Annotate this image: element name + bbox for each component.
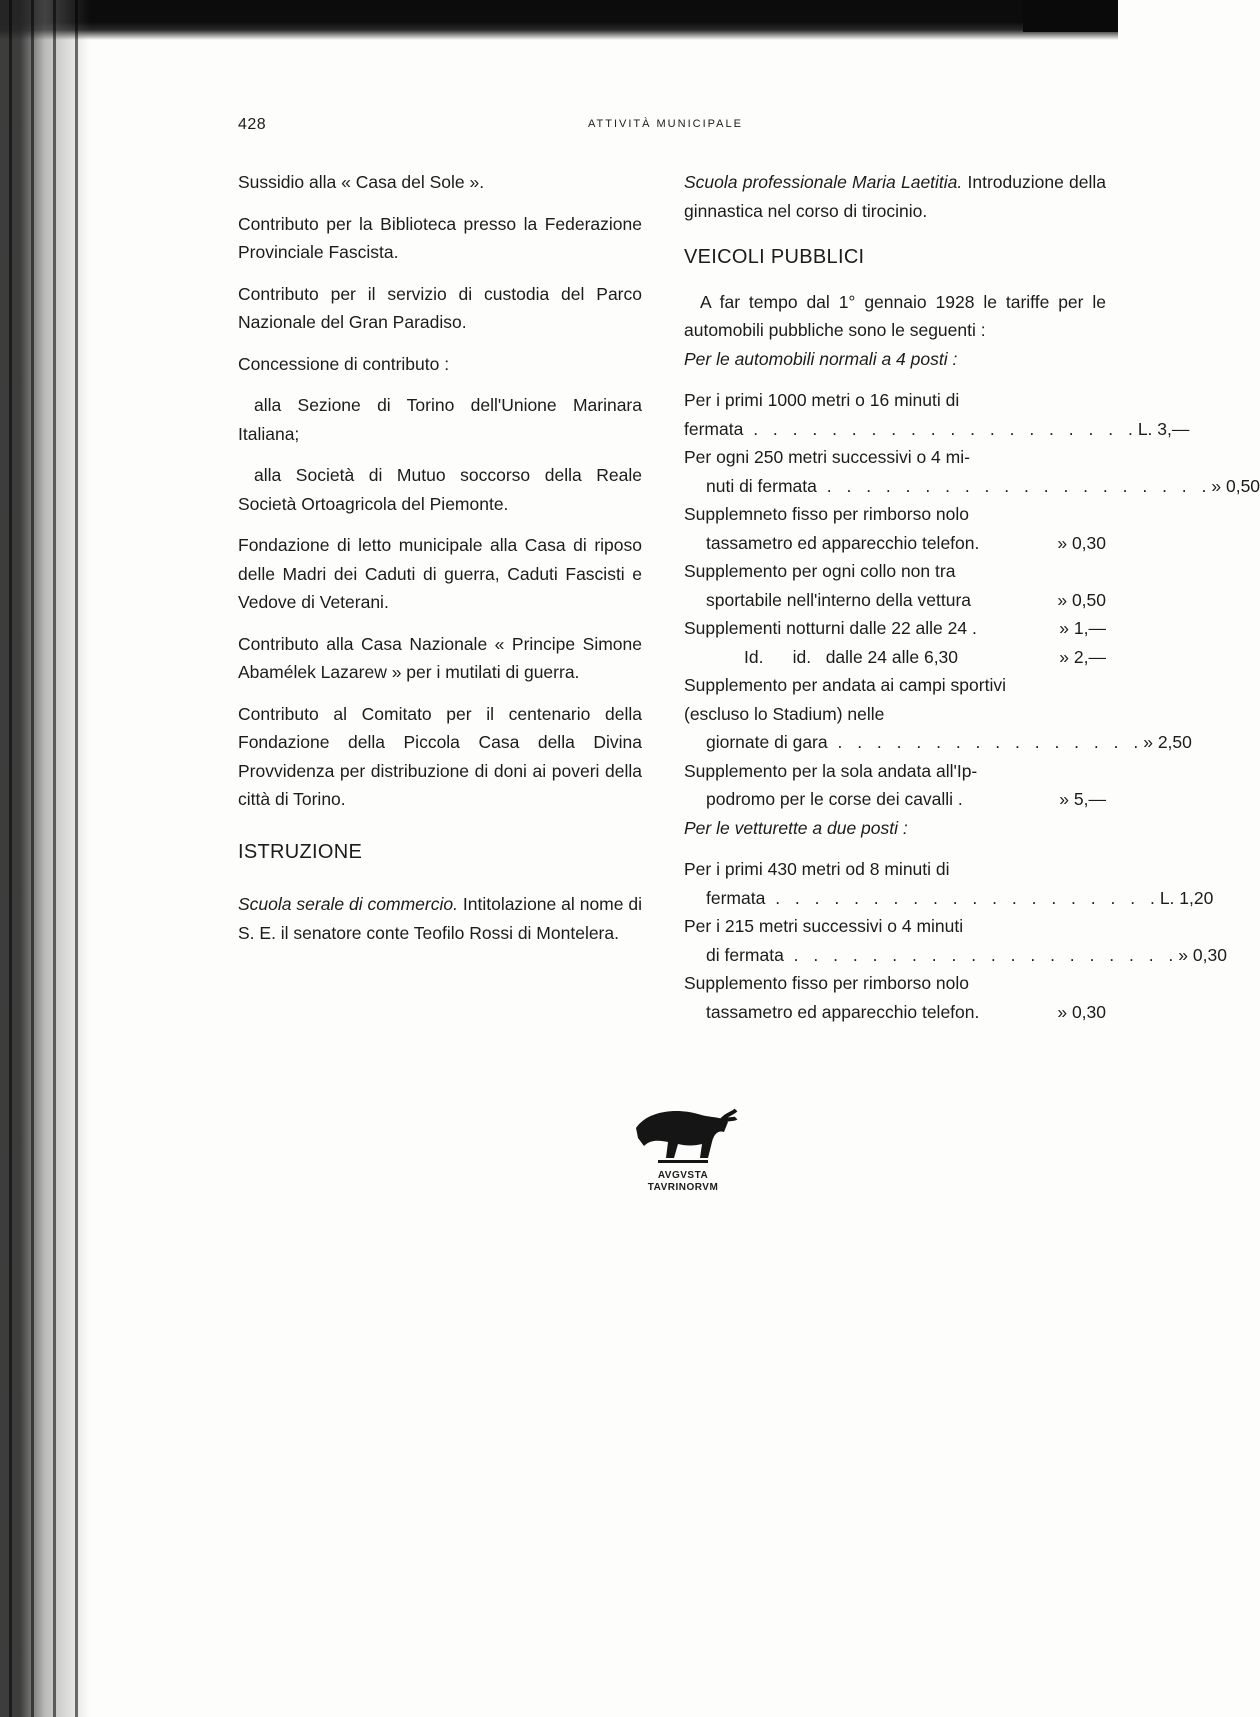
group2-title: Per le vetturette a due posti :: [684, 817, 908, 838]
tariff-desc-line: Per i primi 430 metri od 8 minuti di: [684, 859, 950, 879]
tariff-desc-line: Supplemneto fisso per rimborso nolo: [684, 504, 970, 524]
intro-paragraph: [684, 168, 1106, 225]
istruzione-item-title: Scuola serale di commercio.: [238, 894, 458, 914]
section-heading-istruzione: ISTRUZIONE: [238, 840, 363, 863]
left-column: [238, 168, 642, 960]
tariff-price: » 0,50: [1057, 589, 1106, 610]
tariff-row: Supplemento per andata ai campi sportivi (escluso lo Stadium) nelle giornate di gara . . . . . . . . . . . . . . . . » 2,50: [684, 671, 1106, 757]
tariff-desc-line: Per i 215 metri successivi o 4 minuti: [684, 916, 964, 936]
tariff-desc-line: Supplemento per la sola andata all'Ip-: [684, 760, 978, 781]
tariff-desc-cont: giornate di gara: [706, 732, 828, 752]
tariff-row: [684, 500, 1106, 557]
tariff-desc-cont: di fermata: [706, 944, 784, 965]
emblem-caption: [628, 1170, 738, 1194]
tariff-lead: A far tempo dal 1° gennaio 1928 le tariffe per le automobili pubbliche sono le seguenti :: [684, 291, 1106, 340]
tariff-price: » 5,—: [1059, 789, 1106, 809]
tariff-desc-line: Supplemento per andata ai campi sportivi (escluso lo Stadium) nelle: [684, 675, 1006, 724]
paragraph: Contributo per il servizio di custodia del Parco Nazionale del Gran Paradiso.: [238, 283, 642, 332]
tariff-price: » 0,50: [1211, 475, 1260, 496]
tariff-desc-line: Per i primi 1000 metri o 16 minuti di: [684, 390, 960, 410]
scan-top-notch: [1023, 0, 1118, 32]
tariff-row: Per i primi 1000 metri o 16 minuti di fermata . . . . . . . . . . . . . . . . . . . . L. 3,—: [684, 386, 1106, 443]
paragraph: Concessione di contributo :: [238, 353, 450, 374]
tariff-row: Per i 215 metri successivi o 4 minuti di fermata . . . . . . . . . . . . . . . . . . . . » 0,30: [684, 912, 1106, 969]
tariff-table-normal: [684, 386, 1260, 814]
tariff-desc-line: Supplemento per ogni collo non tra: [684, 561, 956, 581]
paragraph: Contributo al Comitato per il centenario della Fondazione della Piccola Casa della Divina Provvidenza per distribuzione di doni ai poveri della città di Torino.: [238, 703, 642, 809]
tariff-price: » 0,30: [1057, 532, 1106, 553]
intro-text: Introduzione della ginnastica nel corso di tirocinio.: [684, 172, 1106, 221]
running-title: ATTIVITÀ MUNICIPALE: [588, 118, 743, 130]
istruzione-item: [238, 890, 642, 947]
group1-title: Per le automobili normali a 4 posti :: [684, 348, 958, 369]
tariff-row: [684, 643, 1106, 672]
tariff-row: [684, 757, 1106, 814]
tariff-price: » 0,30: [1057, 1001, 1106, 1022]
paragraph: Sussidio alla « Casa del Sole ».: [238, 172, 485, 192]
tariff-price: » 1,—: [1059, 618, 1106, 638]
paragraph: Contributo per la Biblioteca presso la Federazione Provinciale Fascista.: [238, 213, 642, 262]
page-number: 428: [238, 116, 267, 133]
tariff-row: [684, 614, 1106, 643]
tariff-desc-cont: tassametro ed apparecchio telefon.: [706, 1001, 980, 1022]
paragraph: Contributo alla Casa Nazionale « Principe Simone Abamélek Lazarew » per i mutilati di guerra.: [238, 633, 642, 682]
scan-top-border: [0, 0, 1118, 40]
tariff-desc-cont: podromo per le corse dei cavalli .: [706, 789, 963, 809]
emblem-line1: AVGVSTA: [657, 1170, 709, 1181]
tariff-table-vetturette: [684, 855, 1227, 1026]
right-column: [684, 168, 1260, 1026]
tariff-desc-cont: fermata: [684, 418, 744, 439]
emblem-line2: TAVRINORVM: [647, 1182, 719, 1193]
running-head: [238, 116, 1112, 140]
section-heading-veicoli: VEICOLI PUBBLICI: [684, 246, 865, 268]
intro-title: Scuola professionale Maria Laetitia.: [684, 172, 963, 192]
tariff-desc-cont: Supplementi notturni dalle 22 alle 24 .: [684, 618, 977, 638]
paragraph: alla Sezione di Torino dell'Unione Marinara Italiana;: [238, 395, 642, 444]
tariff-desc-cont: tassametro ed apparecchio telefon.: [706, 532, 980, 553]
tariff-desc-line: Supplemento fisso per rimborso nolo: [684, 973, 970, 993]
tariff-price: » 2,—: [1059, 646, 1106, 667]
tariff-row: [684, 557, 1106, 614]
tariff-desc-cont: sportabile nell'interno della vettura: [706, 589, 972, 610]
tariff-desc-cont: Id. id. dalle 24 alle 6,30: [744, 646, 959, 667]
tariff-price: » 2,50: [1143, 732, 1192, 752]
tariff-price: L. 3,—: [1137, 418, 1190, 439]
tariff-desc-cont: nuti di fermata: [706, 475, 817, 496]
istruzione-item-text: Intitolazione al nome di S. E. il senatore conte Teofilo Rossi di Montelera.: [238, 894, 643, 943]
paragraph: alla Società di Mutuo soccorso della Reale Società Ortoagricola del Piemonte.: [238, 465, 642, 514]
paragraph: Fondazione di letto municipale alla Casa di riposo delle Madri dei Caduti di guerra, Caduti Fascisti e Vedove di Veterani.: [238, 535, 642, 612]
tariff-row: [684, 969, 1106, 1026]
tariff-price: L. 1,20: [1159, 887, 1214, 908]
scan-left-binding-shadow: [0, 0, 90, 1717]
tariff-desc-line: Per ogni 250 metri successivi o 4 mi-: [684, 447, 970, 467]
tariff-row: Per i primi 430 metri od 8 minuti di fermata . . . . . . . . . . . . . . . . . . . . L. 1,20: [684, 855, 1106, 912]
tariff-desc-cont: fermata: [706, 887, 766, 908]
tariff-price: » 0,30: [1178, 944, 1227, 965]
tariff-row: Per ogni 250 metri successivi o 4 mi- nuti di fermata . . . . . . . . . . . . . . . . . . . . » 0,50: [684, 443, 1106, 500]
